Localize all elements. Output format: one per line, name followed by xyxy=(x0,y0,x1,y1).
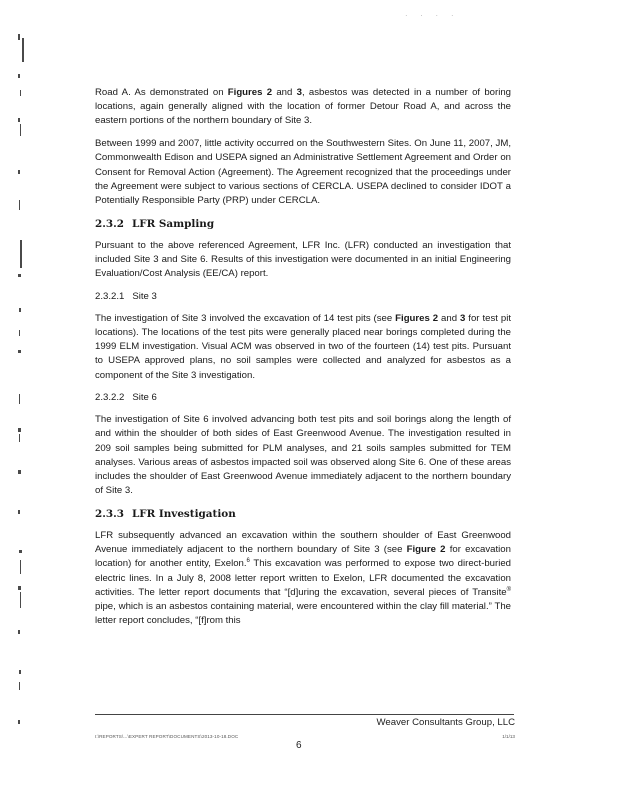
section-heading-2-3-2-2: 2.3.2.2 Site 6 xyxy=(95,392,157,404)
paragraph-road-a: Road A. As demonstrated on Figures 2 and 3, asbestos was detected in a number of boring locations, again generally aligned with the location of former Detour Road A, and across the eastern portions of the northern boundary of Site 3. xyxy=(95,87,511,127)
paragraph-site-3: The investigation of Site 3 involved the excavation of 14 test pits (see Figures 2 and 3 for test pit locations). The locations of the test pits were generally placed near borings completed during the 1999 ELM investigation. Visual ACM was observed in two of the fourteen (14) test pits. Pursuant to USEPA approved plans, no soil samples were collected and analyzed for asbestos as a component of the Site 3 investigation. xyxy=(95,312,511,381)
figure-ref: 3 xyxy=(296,87,302,98)
scan-margin-artifacts xyxy=(16,30,32,730)
figure-ref: Figure 2 xyxy=(406,544,446,556)
section-heading-2-3-3: 2.3.3 LFR Investigation xyxy=(95,507,236,520)
paragraph-lfr-sampling: Pursuant to the above referenced Agreement, LFR Inc. (LFR) conducted an investigation that included Site 3 and Site 6. Results of this investigation were documented in an initial Engineering Evaluation/Cost Analysis (EE/CA) report. xyxy=(95,239,511,280)
document-body xyxy=(95,86,511,637)
paragraph-lfr-investigation: LFR subsequently advanced an excavation within the southern shoulder of East Greenwood Avenue immediately adjacent to the northern boundary of Site 3 (see Figure 2 for excavation location) for another entity, Exelon.$^6$ This excavation was performed to expose two direct-buried electric lines. In a July 8, 2008 letter report written to Exelon, LFR documented the excavation activities. The letter report documents that “[d]uring the excavation, several pieces of Transite® pipe, which is an asbestos containing material, were encountered within the clay fill material.” The letter report concludes, “[f]rom this xyxy=(95,529,511,627)
registered-mark: ® xyxy=(506,586,511,593)
footer-date: 1/1/13 xyxy=(502,734,515,739)
scan-dots: . . . . xyxy=(405,12,459,18)
figure-ref: 3 xyxy=(460,312,466,324)
section-heading-2-3-2-1: 2.3.2.1 Site 3 xyxy=(95,290,157,302)
footer-company-name: Weaver Consultants Group, LLC xyxy=(376,717,515,728)
page-number: 6 xyxy=(296,740,302,751)
footnote-ref: 6 xyxy=(246,558,250,565)
footer-divider xyxy=(95,714,514,715)
paragraph-agreement: Between 1999 and 2007, little activity occurred on the Southwestern Sites. On June 11, 2007, JM, Commonwealth Edison and USEPA signed an Administrative Settlement Agreement and Order on Consent for Removal Action (Agreement). The Agreement recognized that the proceedings under the Agreement were subject to various sections of CERCLA. USEPA declined to consider IDOT a Potentially Responsible Party (PRP) under CERCLA. xyxy=(95,138,511,206)
section-heading-2-3-2: 2.3.2 LFR Sampling xyxy=(95,217,215,230)
paragraph-site-6: The investigation of Site 6 involved advancing both test pits and soil borings along the length of and within the shoulder of both sides of East Greenwood Avenue. The investigation resulted in 209 soil samples being submitted for PLM analyses, and 21 soils samples submitted for TEM analyses. Various areas of asbestos impacted soil was observed along Site 6. One of these areas includes the shoulder of East Greenwood Avenue immediately adjacent to the northern boundary of Site 3. xyxy=(95,414,511,497)
figure-ref: Figures 2 xyxy=(227,87,273,98)
footer-file-path: I:\REPORTS\...\EXPERT REPORT\DOCUMENTS\2013-10-18.DOC xyxy=(95,734,239,739)
figure-ref: Figures 2 xyxy=(395,312,439,324)
